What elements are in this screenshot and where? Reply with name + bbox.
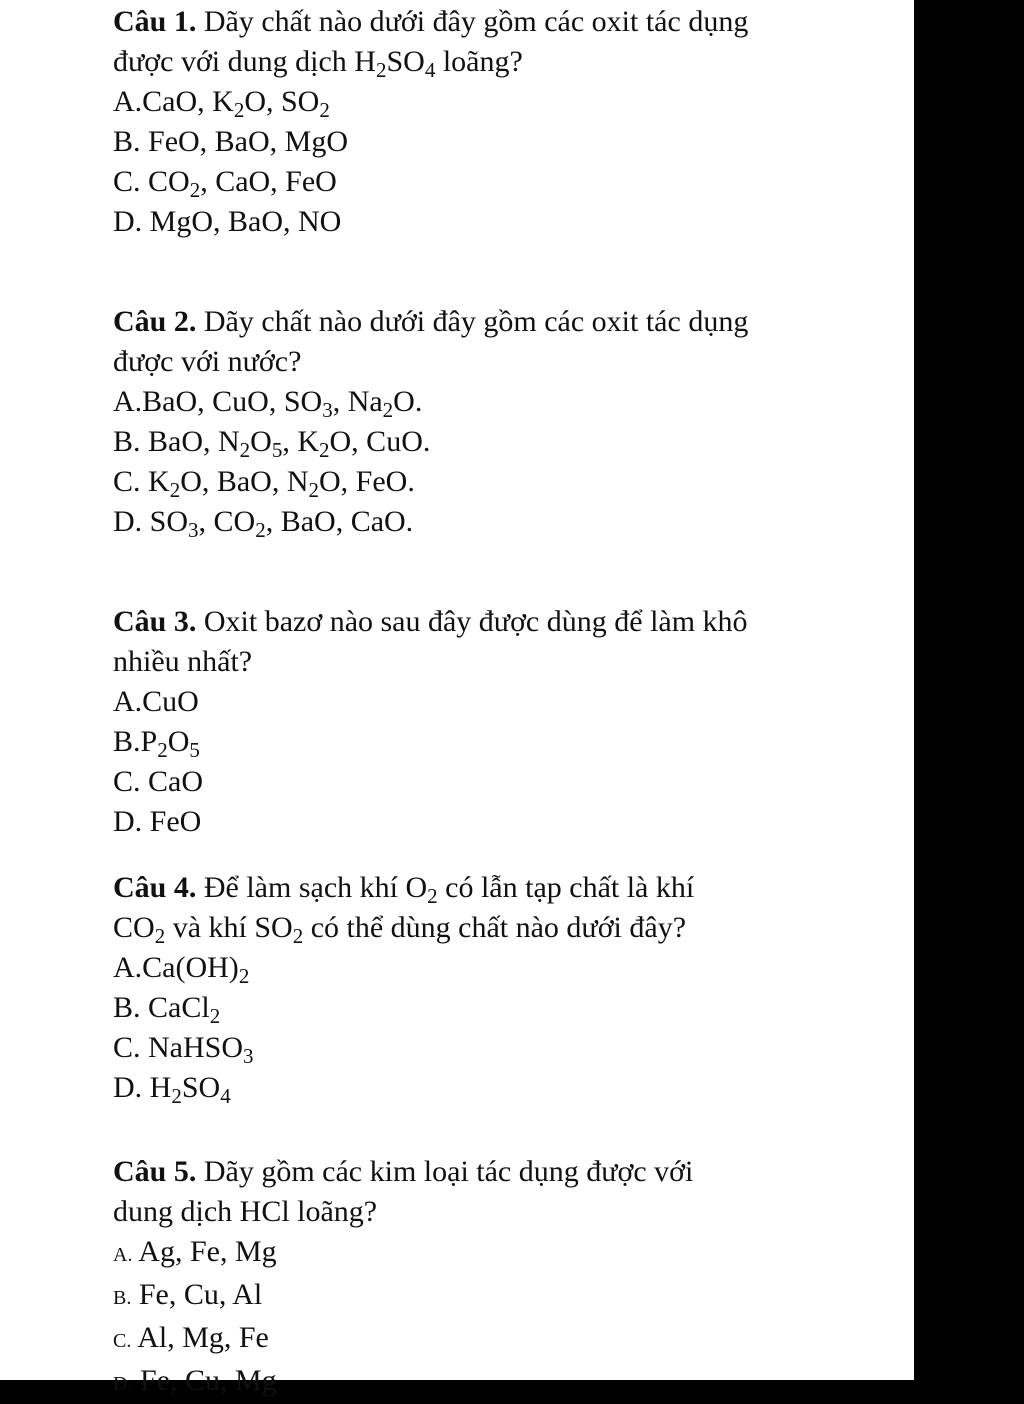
q4-stem-1-sub: 2: [427, 883, 438, 908]
question-2-option-c[interactable]: [113, 462, 748, 502]
question-1-stem-line-2: [113, 42, 748, 82]
q4-d-p2: SO: [181, 1071, 221, 1104]
question-5-option-b[interactable]: [113, 1275, 693, 1318]
q4-a-p1: A.Ca(OH): [113, 951, 239, 984]
q2-a-p3: O.: [393, 385, 423, 418]
question-1: [113, 2, 748, 242]
question-4-number: Câu 4.: [113, 871, 197, 904]
question-1-stem-text-1: Dãy chất nào dưới đây gồm các oxit tác dụng: [203, 5, 749, 38]
q5-b-text: Fe, Cu, Al: [131, 1278, 263, 1311]
q2-b-p1: B. BaO, N: [113, 425, 240, 458]
question-5-option-c[interactable]: [113, 1318, 693, 1361]
q3-b-s2: 5: [189, 737, 200, 762]
q1-stem-2-pre: được với dung dịch H: [113, 45, 376, 78]
q3-b-p1: B.P: [113, 725, 158, 758]
q1-stem-2-post: loãng?: [435, 45, 523, 78]
q1-a-mid: O, SO: [244, 85, 320, 118]
q4-stem-1-post: có lẫn tạp chất là khí: [437, 871, 695, 904]
q5-d-label: D.: [113, 1373, 133, 1395]
q5-d-text: Fe, Cu, Mg: [132, 1364, 277, 1397]
q2-c-p1: C. K: [113, 465, 170, 498]
question-1-option-c[interactable]: [113, 162, 748, 202]
question-5-stem: [113, 1152, 693, 1232]
question-2-stem: [113, 302, 748, 382]
question-3-stem-line-1: [113, 602, 748, 642]
q2-b-p3: , K: [282, 425, 320, 458]
question-5: [113, 1152, 693, 1404]
q4-a-s1: 2: [238, 963, 250, 988]
question-2-option-a[interactable]: [113, 382, 748, 422]
q3-a-text: A.CuO: [113, 685, 199, 718]
q2-b-p4: O, CuO.: [329, 425, 431, 458]
question-4-option-b[interactable]: [113, 988, 694, 1028]
question-1-option-b[interactable]: [113, 122, 748, 162]
q1-b-text: B. FeO, BaO, MgO: [113, 125, 349, 158]
question-4: [113, 868, 694, 1108]
q3-d-text: D. FeO: [113, 805, 202, 838]
question-1-number: Câu 1.: [113, 5, 197, 38]
q3-b-p2: O: [167, 725, 190, 758]
q2-a-p2: , Na: [332, 385, 383, 418]
q1-c-sub-1: 2: [189, 177, 201, 202]
question-5-number: Câu 5.: [113, 1155, 197, 1188]
question-2-number: Câu 2.: [113, 305, 197, 338]
question-4-option-a[interactable]: [113, 948, 694, 988]
question-2-stem-line-1: [113, 302, 748, 342]
q4-d-s1: 2: [171, 1083, 182, 1108]
q2-c-s2: 2: [308, 477, 320, 502]
question-1-option-d[interactable]: [113, 202, 748, 242]
q3-c-text: C. CaO: [113, 765, 203, 798]
question-3-option-b[interactable]: [113, 722, 748, 762]
q2-b-s2: 5: [271, 437, 283, 462]
q2-d-p1: D. SO: [113, 505, 189, 538]
question-2-stem-line-2: được với nước?: [113, 345, 302, 378]
q2-a-p1: A.BaO, CuO, SO: [113, 385, 323, 418]
q1-a-sub-1: 2: [233, 97, 245, 122]
question-5-stem-text-1: Dãy gồm các kim loại tác dụng được với: [203, 1155, 694, 1188]
question-1-option-a[interactable]: [113, 82, 748, 122]
question-2-option-b[interactable]: [113, 422, 748, 462]
q4-stem-2-sub-2: 2: [292, 923, 304, 948]
q5-b-label: B.: [113, 1287, 132, 1309]
question-4-stem-line-2: [113, 908, 694, 948]
question-2-option-d[interactable]: [113, 502, 748, 542]
q1-stem-2-sub-2: 4: [424, 57, 436, 82]
q4-stem-2-pre: CO: [113, 911, 155, 944]
q2-d-p2: , CO: [198, 505, 256, 538]
question-4-stem-line-1: [113, 868, 694, 908]
q4-stem-2-sub-1: 2: [154, 923, 166, 948]
question-5-stem-line-2: dung dịch HCl loãng?: [113, 1195, 378, 1228]
q1-stem-2-mid: SO: [386, 45, 425, 78]
q2-c-p2: O, BaO, N: [180, 465, 309, 498]
question-5-option-a[interactable]: [113, 1232, 693, 1275]
question-3-stem: [113, 602, 748, 682]
question-4-stem: [113, 868, 694, 948]
question-3-stem-line-2: nhiều nhất?: [113, 645, 253, 678]
question-1-stem: [113, 2, 748, 82]
q4-c-s1: 3: [243, 1043, 254, 1068]
q2-b-s1: 2: [239, 437, 251, 462]
q4-stem-2-post: có thể dùng chất nào dưới đây?: [303, 911, 687, 944]
q2-d-p3: , BaO, CaO.: [265, 505, 414, 538]
q4-c-p1: C. NaHSO: [113, 1031, 244, 1064]
q4-stem-2-mid: và khí SO: [165, 911, 293, 944]
q4-b-s1: 2: [209, 1003, 221, 1028]
question-2: [113, 302, 748, 542]
q5-a-text: Ag, Fe, Mg: [132, 1235, 277, 1268]
q4-d-s2: 4: [220, 1083, 231, 1108]
q4-b-p1: B. CaCl: [113, 991, 210, 1024]
q1-a-pre: A.CaO, K: [113, 85, 234, 118]
q2-c-p3: O, FeO.: [319, 465, 415, 498]
q1-c-post: , CaO, FeO: [200, 165, 337, 198]
question-4-option-c[interactable]: [113, 1028, 694, 1068]
question-3-number: Câu 3.: [113, 605, 197, 638]
question-4-option-d[interactable]: [113, 1068, 694, 1108]
question-3: [113, 602, 748, 842]
q1-d-text: D. MgO, BaO, NO: [113, 205, 342, 238]
question-3-option-d[interactable]: [113, 802, 748, 842]
q4-d-p1: D. H: [113, 1071, 172, 1104]
q1-c-pre: C. CO: [113, 165, 190, 198]
q2-d-s2: 2: [255, 517, 266, 542]
q2-c-s1: 2: [169, 477, 181, 502]
q2-b-p2: O: [250, 425, 272, 458]
question-1-stem-line-1: [113, 2, 748, 42]
q1-stem-2-sub-1: 2: [375, 57, 387, 82]
q2-b-s3: 2: [319, 437, 330, 462]
q3-b-s1: 2: [157, 737, 168, 762]
question-3-stem-text-1: Oxit bazơ nào sau đây được dùng để làm khô: [203, 605, 748, 638]
q5-c-label: C.: [113, 1330, 132, 1352]
q5-a-label: A.: [113, 1244, 133, 1266]
q2-a-s1: 3: [322, 397, 333, 422]
question-3-option-c[interactable]: [113, 762, 748, 802]
question-5-option-d[interactable]: [113, 1361, 693, 1404]
question-5-stem-line-1: [113, 1152, 693, 1192]
question-3-option-a[interactable]: [113, 682, 748, 722]
q2-a-s2: 2: [382, 397, 394, 422]
q4-stem-1-pre: Để làm sạch khí O: [203, 871, 428, 904]
q1-a-sub-2: 2: [319, 97, 330, 122]
q5-c-text: Al, Mg, Fe: [131, 1321, 269, 1354]
q2-d-s1: 3: [188, 517, 199, 542]
question-2-stem-text-1: Dãy chất nào dưới đây gồm các oxit tác dụng: [203, 305, 749, 338]
